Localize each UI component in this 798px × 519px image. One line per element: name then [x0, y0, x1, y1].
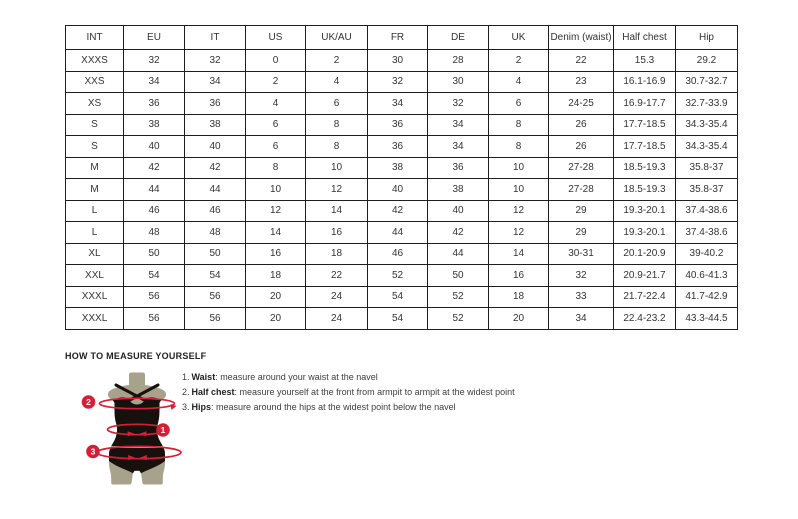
table-cell: 36 — [368, 114, 428, 136]
table-cell: 2 — [489, 50, 549, 72]
table-cell: 40 — [185, 136, 246, 158]
table-cell: 52 — [428, 308, 489, 330]
table-cell: 6 — [306, 93, 368, 115]
table-cell: 40 — [124, 136, 185, 158]
table-cell: 30-31 — [549, 243, 614, 265]
table-cell: 43.3-44.5 — [676, 308, 738, 330]
table-cell: 32 — [549, 265, 614, 287]
table-cell: 48 — [124, 222, 185, 244]
table-cell: XXXL — [66, 286, 124, 308]
table-row — [66, 200, 738, 222]
table-cell: 34 — [368, 93, 428, 115]
table-cell: 16.1-16.9 — [614, 71, 676, 93]
table-cell: 22 — [549, 50, 614, 72]
table-cell: 34 — [185, 71, 246, 93]
table-cell: 37.4-38.6 — [676, 200, 738, 222]
table-cell: 6 — [246, 136, 306, 158]
table-cell: L — [66, 222, 124, 244]
table-cell: 38 — [428, 179, 489, 201]
table-cell: 12 — [489, 200, 549, 222]
table-cell: 34 — [428, 136, 489, 158]
table-row — [66, 179, 738, 201]
table-cell: 8 — [489, 136, 549, 158]
table-cell: 14 — [306, 200, 368, 222]
table-row — [66, 114, 738, 136]
table-cell: 48 — [185, 222, 246, 244]
column-header: DE — [428, 26, 489, 50]
table-cell: 52 — [368, 265, 428, 287]
table-cell: 41.7-42.9 — [676, 286, 738, 308]
table-cell: 17.7-18.5 — [614, 136, 676, 158]
size-chart-header — [66, 26, 738, 50]
column-header: EU — [124, 26, 185, 50]
table-cell: 24 — [306, 308, 368, 330]
table-cell: 10 — [489, 179, 549, 201]
header-row — [66, 26, 738, 50]
table-cell: 38 — [368, 157, 428, 179]
table-cell: 42 — [368, 200, 428, 222]
table-cell: 20.9-21.7 — [614, 265, 676, 287]
table-cell: 16 — [246, 243, 306, 265]
table-row — [66, 265, 738, 287]
table-cell: 18 — [489, 286, 549, 308]
measure-steps — [182, 371, 515, 415]
table-cell: 29 — [549, 200, 614, 222]
table-cell: 8 — [246, 157, 306, 179]
column-header: Denim (waist) — [549, 26, 614, 50]
column-header: FR — [368, 26, 428, 50]
table-cell: 16 — [489, 265, 549, 287]
table-cell: 12 — [489, 222, 549, 244]
table-cell: 56 — [124, 308, 185, 330]
table-cell: 18.5-19.3 — [614, 157, 676, 179]
column-header: UK — [489, 26, 549, 50]
table-cell: 4 — [306, 71, 368, 93]
table-cell: 10 — [246, 179, 306, 201]
step-label: Hips — [191, 401, 212, 412]
table-cell: 18.5-19.3 — [614, 179, 676, 201]
table-cell: 15.3 — [614, 50, 676, 72]
marker-waist — [156, 423, 170, 437]
step-label: Waist — [191, 372, 216, 382]
table-cell: 19.3-20.1 — [614, 222, 676, 244]
table-row — [66, 222, 738, 244]
table-cell: 12 — [306, 179, 368, 201]
table-cell: S — [66, 136, 124, 158]
table-cell: 29.2 — [676, 50, 738, 72]
table-cell: 17.7-18.5 — [614, 114, 676, 136]
table-cell: 34 — [124, 71, 185, 93]
table-row — [66, 50, 738, 72]
table-cell: 35.8-37 — [676, 157, 738, 179]
table-cell: XXXS — [66, 50, 124, 72]
table-cell: 0 — [246, 50, 306, 72]
step-label: Half chest — [191, 386, 235, 397]
table-row — [66, 243, 738, 265]
table-cell: 20 — [246, 286, 306, 308]
table-cell: 42 — [185, 157, 246, 179]
measure-step — [182, 371, 515, 386]
table-cell: 36 — [185, 93, 246, 115]
table-row — [66, 71, 738, 93]
marker-hips — [86, 445, 100, 459]
column-header: US — [246, 26, 306, 50]
step-number: 1. — [182, 372, 190, 382]
table-cell: L — [66, 200, 124, 222]
column-header: UK/AU — [306, 26, 368, 50]
table-cell: M — [66, 157, 124, 179]
step-number: 2. — [182, 386, 190, 397]
step-number: 3. — [182, 401, 190, 412]
table-cell: 22 — [306, 265, 368, 287]
table-cell: XXL — [66, 265, 124, 287]
table-cell: 26 — [549, 114, 614, 136]
table-cell: M — [66, 179, 124, 201]
table-cell: 10 — [306, 157, 368, 179]
table-cell: 50 — [124, 243, 185, 265]
table-cell: 33 — [549, 286, 614, 308]
table-cell: S — [66, 114, 124, 136]
table-cell: 27-28 — [549, 179, 614, 201]
table-cell: 20.1-20.9 — [614, 243, 676, 265]
table-cell: 14 — [489, 243, 549, 265]
table-cell: 28 — [428, 50, 489, 72]
table-cell: 32 — [428, 93, 489, 115]
table-cell: 40 — [428, 200, 489, 222]
table-cell: 34.3-35.4 — [676, 136, 738, 158]
table-cell: 29 — [549, 222, 614, 244]
table-cell: 46 — [368, 243, 428, 265]
table-cell: 24-25 — [549, 93, 614, 115]
table-cell: 2 — [306, 50, 368, 72]
table-row — [66, 157, 738, 179]
table-cell: 38 — [185, 114, 246, 136]
mannequin-illustration — [78, 370, 196, 488]
column-header: IT — [185, 26, 246, 50]
table-cell: 22.4-23.2 — [614, 308, 676, 330]
table-cell: 54 — [368, 286, 428, 308]
table-cell: 38 — [124, 114, 185, 136]
table-row — [66, 93, 738, 115]
swimsuit-top — [106, 397, 168, 446]
table-cell: 46 — [124, 200, 185, 222]
table-cell: 35.8-37 — [676, 179, 738, 201]
table-cell: 44 — [185, 179, 246, 201]
size-chart-table — [65, 25, 738, 330]
table-cell: 14 — [246, 222, 306, 244]
table-cell: 36 — [428, 157, 489, 179]
table-cell: 6 — [246, 114, 306, 136]
step-description: : measure yourself at the front from armpit to armpit at the widest point — [234, 386, 515, 397]
table-cell: 34 — [428, 114, 489, 136]
table-cell: 30.7-32.7 — [676, 71, 738, 93]
table-cell: 56 — [185, 286, 246, 308]
table-cell: 8 — [306, 136, 368, 158]
table-cell: 18 — [306, 243, 368, 265]
step-description: : measure around the hips at the widest point below the navel — [211, 401, 456, 412]
marker-label: 3 — [90, 446, 96, 457]
table-cell: 54 — [368, 308, 428, 330]
table-cell: 44 — [368, 222, 428, 244]
table-cell: 32 — [124, 50, 185, 72]
measure-step — [182, 386, 515, 401]
measurement-figure — [78, 370, 196, 488]
table-cell: 23 — [549, 71, 614, 93]
table-cell: 16 — [306, 222, 368, 244]
table-cell: 24 — [306, 286, 368, 308]
table-cell: 34.3-35.4 — [676, 114, 738, 136]
table-cell: 42 — [124, 157, 185, 179]
marker-label: 1 — [160, 425, 166, 435]
table-cell: 40.6-41.3 — [676, 265, 738, 287]
table-cell: 6 — [489, 93, 549, 115]
table-cell: 26 — [549, 136, 614, 158]
column-header: INT — [66, 26, 124, 50]
size-chart-body — [66, 50, 738, 330]
table-cell: XS — [66, 93, 124, 115]
table-row — [66, 136, 738, 158]
column-header: Half chest — [614, 26, 676, 50]
step-description: : measure around your waist at the navel — [215, 372, 378, 382]
marker-label: 2 — [86, 397, 91, 407]
table-cell: 42 — [428, 222, 489, 244]
table-cell: 4 — [246, 93, 306, 115]
table-cell: 40 — [368, 179, 428, 201]
measure-section-title: HOW TO MEASURE YOURSELF — [65, 351, 207, 361]
table-cell: 2 — [246, 71, 306, 93]
table-row — [66, 308, 738, 330]
table-cell: 50 — [185, 243, 246, 265]
column-header: Hip — [676, 26, 738, 50]
table-cell: 12 — [246, 200, 306, 222]
marker-half-chest — [82, 395, 96, 409]
table-cell: 10 — [489, 157, 549, 179]
table-cell: 44 — [124, 179, 185, 201]
table-cell: 8 — [306, 114, 368, 136]
table-cell: 54 — [124, 265, 185, 287]
measure-step — [182, 401, 515, 416]
table-cell: 18 — [246, 265, 306, 287]
table-row — [66, 286, 738, 308]
table-cell: 54 — [185, 265, 246, 287]
table-cell: 36 — [124, 93, 185, 115]
table-cell: XXXL — [66, 308, 124, 330]
table-cell: 19.3-20.1 — [614, 200, 676, 222]
table-cell: 56 — [124, 286, 185, 308]
table-cell: 20 — [489, 308, 549, 330]
table-cell: XL — [66, 243, 124, 265]
table-cell: 30 — [428, 71, 489, 93]
table-cell: 4 — [489, 71, 549, 93]
table-cell: 30 — [368, 50, 428, 72]
table-cell: 32 — [368, 71, 428, 93]
table-cell: 27-28 — [549, 157, 614, 179]
table-cell: 36 — [368, 136, 428, 158]
table-cell: 32 — [185, 50, 246, 72]
table-cell: 46 — [185, 200, 246, 222]
table-cell: 8 — [489, 114, 549, 136]
table-cell: XXS — [66, 71, 124, 93]
table-cell: 50 — [428, 265, 489, 287]
table-cell: 37.4-38.6 — [676, 222, 738, 244]
table-cell: 20 — [246, 308, 306, 330]
table-cell: 32.7-33.9 — [676, 93, 738, 115]
table-cell: 56 — [185, 308, 246, 330]
table-cell: 16.9-17.7 — [614, 93, 676, 115]
table-cell: 39-40.2 — [676, 243, 738, 265]
table-cell: 34 — [549, 308, 614, 330]
table-cell: 21.7-22.4 — [614, 286, 676, 308]
table-cell: 52 — [428, 286, 489, 308]
table-cell: 44 — [428, 243, 489, 265]
